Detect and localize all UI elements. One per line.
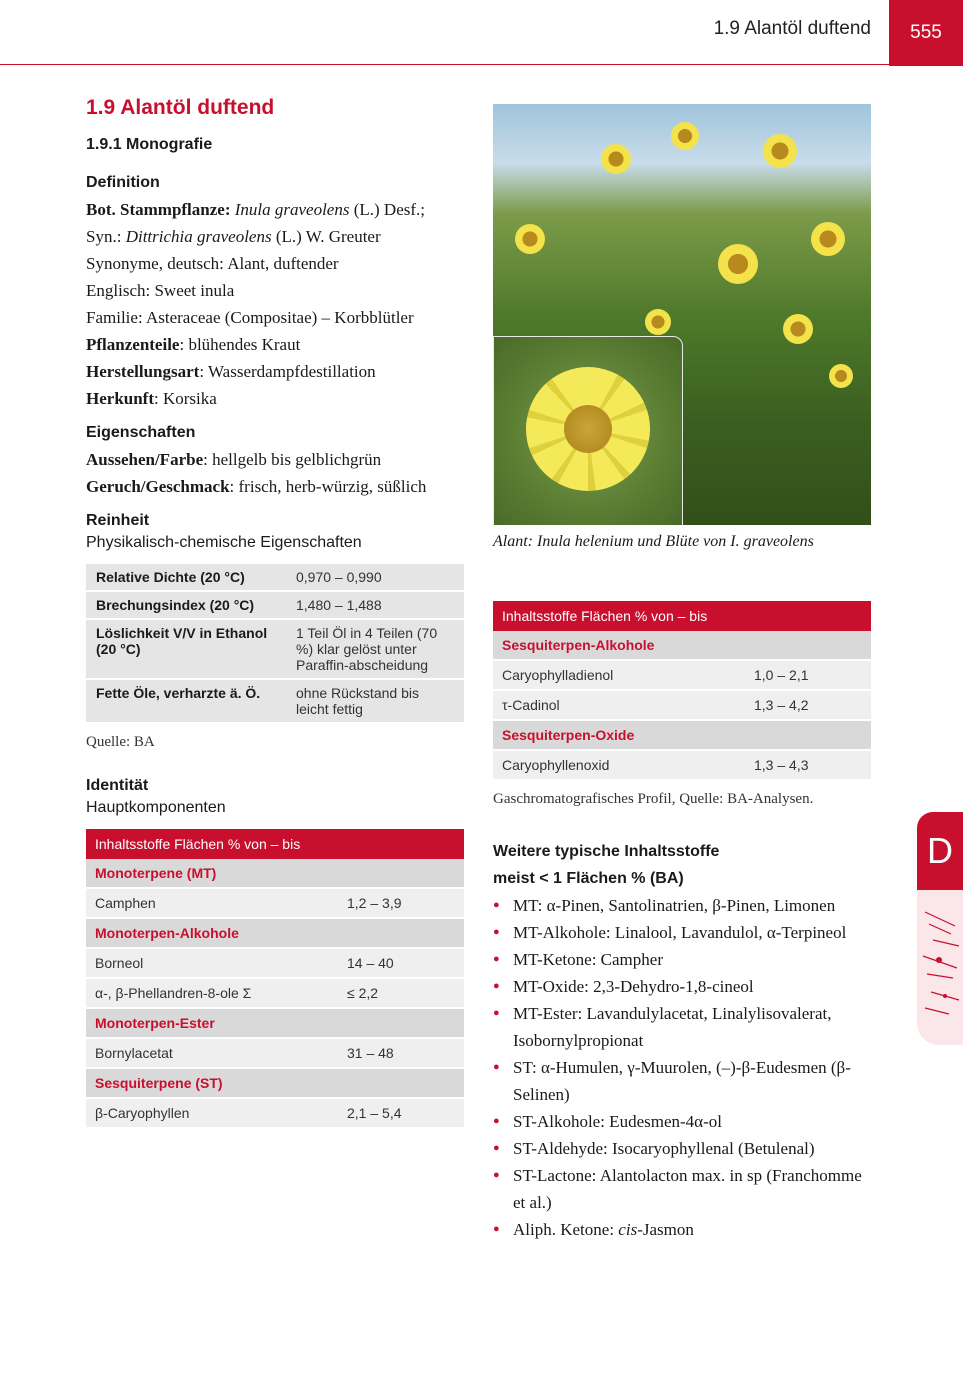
syn-author: (L.) W. Greuter (271, 227, 381, 246)
chapter-letter: D (927, 830, 953, 871)
list-item: ● ST-Aldehyde: Isocaryophyllenal (Betulenal) (493, 1135, 871, 1162)
compound-name: Caryophylladienol (493, 660, 745, 690)
compound-value: 1,3 – 4,2 (745, 690, 871, 720)
decoration-stroke (933, 940, 959, 946)
table-row (86, 564, 464, 591)
table-row (493, 690, 871, 720)
aussehen-line (86, 446, 466, 473)
herkunft-line (86, 385, 466, 412)
list-item-suffix: -Jasmon (637, 1220, 694, 1239)
group-row (86, 859, 464, 888)
compound-value: ≤ 2,2 (338, 978, 464, 1008)
compound-name: Bornylacetat (86, 1038, 338, 1068)
compound-name: β-Caryophyllen (86, 1098, 338, 1128)
compound-value: 14 – 40 (338, 948, 464, 978)
list-item-italic: cis (618, 1220, 638, 1239)
syn-species: Dittrichia graveolens (125, 227, 272, 246)
group-name: Monoterpene (MT) (86, 859, 464, 888)
decoration-dot (936, 957, 942, 963)
syn-line (86, 223, 466, 250)
compound-name: Camphen (86, 888, 338, 918)
table-row (86, 1038, 464, 1068)
group-name: Sesquiterpen-Alkohole (493, 631, 871, 660)
table-row (86, 948, 464, 978)
identitaet-subheading: Hauptkomponenten (86, 799, 226, 816)
subsection-title: 1.9.1 Monografie (86, 136, 213, 153)
stammpflanze-species: Inula graveolens (234, 200, 350, 219)
running-title: 1.9 Alantöl duftend (713, 18, 871, 39)
property-value: ohne Rückstand bis leicht fettig (286, 679, 464, 723)
compound-name: α-, β-Phellandren-8-ole Σ (86, 978, 338, 1008)
table-row (493, 750, 871, 780)
compound-name: Borneol (86, 948, 338, 978)
flower-head (645, 309, 671, 335)
pflanzenteile-line (86, 331, 466, 358)
right-column (493, 104, 871, 1243)
property-value: 0,970 – 0,990 (286, 564, 464, 591)
chapter-side-tab (917, 812, 963, 1045)
section-title: 1.9 Alantöl duftend (86, 96, 275, 119)
property-value: 1 Teil Öl in 4 Teilen (70 %) klar gelöst unter Paraffin-abscheidung (286, 619, 464, 679)
geruch-label: Geruch/Geschmack (86, 477, 230, 496)
figure-caption: Alant: Inula helenium und Blüte von I. graveolens (493, 533, 814, 550)
group-name: Sesquiterpen-Oxide (493, 720, 871, 750)
decoration-stroke (927, 974, 953, 978)
compound-name: τ-Cadinol (493, 690, 745, 720)
reinheit-subheading: Physikalisch-chemische Eigenschaften (86, 534, 362, 551)
group-name: Monoterpen-Alkohole (86, 918, 464, 948)
table2-source: Gaschromatografisches Profil, Quelle: BA-Analysen. (493, 791, 814, 807)
list-item: ● MT: α-Pinen, Santolinatrien, β-Pinen, Limonen (493, 892, 871, 919)
stammpflanze-label: Bot. Stammpflanze: (86, 200, 231, 219)
table-row (86, 679, 464, 723)
inset-flower-photo (493, 336, 683, 525)
additional-heading-line1: Weitere typische Inhaltsstoffe (493, 843, 720, 860)
stammpflanze-author: (L.) Desf.; (349, 200, 425, 219)
aussehen-label: Aussehen/Farbe (86, 450, 204, 469)
additional-heading-line2: meist < 1 Flächen % (BA) (493, 870, 684, 887)
herkunft-label: Herkunft (86, 389, 154, 408)
familie-line: Familie: Asteraceae (Compositae) – Korbblütler (86, 308, 414, 327)
property-value: 1,480 – 1,488 (286, 591, 464, 619)
flower-center (564, 405, 612, 453)
group-row (86, 1068, 464, 1098)
group-name: Sesquiterpene (ST) (86, 1068, 464, 1098)
list-item: ● ST-Alkohole: Eudesmen-4α-ol (493, 1108, 871, 1135)
decoration-stroke (929, 924, 951, 934)
identitaet-heading: Identität (86, 777, 149, 794)
table-row (86, 591, 464, 619)
compound-name: Caryophyllenoxid (493, 750, 745, 780)
group-name: Monoterpen-Ester (86, 1008, 464, 1038)
compound-value: 31 – 48 (338, 1038, 464, 1068)
property-key: Fette Öle, verharzte ä. Ö. (86, 679, 286, 723)
flower-head (811, 222, 845, 256)
group-row (86, 1008, 464, 1038)
flower-head (601, 144, 631, 174)
table-header: Inhaltsstoffe Flächen % von – bis (493, 601, 871, 631)
additional-list (493, 892, 871, 1243)
page-number-box (889, 0, 963, 66)
page-number: 555 (910, 22, 942, 43)
compound-value: 1,2 – 3,9 (338, 888, 464, 918)
table-row (86, 888, 464, 918)
table-row (86, 1098, 464, 1128)
left-column (86, 96, 466, 1129)
table2-wrap (493, 601, 871, 808)
property-key: Löslichkeit V/V in Ethanol (20 °C) (86, 619, 286, 679)
herkunft-value: : Korsika (154, 389, 217, 408)
group-row (493, 720, 871, 750)
list-item: ● MT-Oxide: 2,3-Dehydro-1,8-cineol (493, 973, 871, 1000)
flower-head (515, 224, 545, 254)
decoration-dot (943, 994, 947, 998)
herstellung-line (86, 358, 466, 385)
properties-table (86, 564, 464, 724)
list-item: ● MT-Ester: Lavandulylacetat, Linalylisovalerat, Isobornylpropionat (493, 1000, 871, 1054)
group-row (86, 918, 464, 948)
property-key: Brechungsindex (20 °C) (86, 591, 286, 619)
geruch-value: : frisch, herb-würzig, süßlich (229, 477, 427, 496)
herstellung-value: : Wasserdampfdestillation (199, 362, 376, 381)
geruch-line (86, 473, 466, 500)
compound-value: 1,3 – 4,3 (745, 750, 871, 780)
chapter-letter-box (917, 812, 963, 890)
list-item-prefix: Aliph. Ketone: (513, 1220, 619, 1239)
table-row (86, 619, 464, 679)
list-item: ● ST: α-Humulen, γ-Muurolen, (–)-β-Eudesmen (β-Selinen) (493, 1054, 871, 1108)
compound-value: 2,1 – 5,4 (338, 1098, 464, 1128)
side-tab-decoration (921, 904, 961, 1032)
plant-photo (493, 104, 871, 525)
components-table-2 (493, 601, 871, 781)
definition-heading: Definition (86, 174, 160, 191)
stammpflanze-line (86, 196, 466, 223)
table-row (493, 660, 871, 690)
list-item: ● ST-Lactone: Alantolacton max. in sp (Franchomme et al.) (493, 1162, 871, 1216)
syn-label: Syn.: (86, 227, 122, 246)
reinheit-source: Quelle: BA (86, 734, 155, 750)
list-item: ● MT-Ketone: Campher (493, 946, 871, 973)
additional-components (493, 838, 871, 1243)
components-table (86, 829, 464, 1129)
table-header: Inhaltsstoffe Flächen % von – bis (86, 829, 464, 859)
definition-block (86, 196, 466, 412)
reinheit-heading: Reinheit (86, 512, 150, 529)
compound-value: 1,0 – 2,1 (745, 660, 871, 690)
aussehen-value: : hellgelb bis gelblichgrün (203, 450, 382, 469)
flower-head (718, 244, 758, 284)
flower-head (829, 364, 853, 388)
list-item (493, 1216, 871, 1243)
pflanzenteile-value: : blühendes Kraut (179, 335, 301, 354)
group-row (493, 631, 871, 660)
herstellung-label: Herstellungsart (86, 362, 200, 381)
table-row (86, 978, 464, 1008)
eigenschaften-heading: Eigenschaften (86, 424, 196, 441)
list-item: ● MT-Alkohole: Linalool, Lavandulol, α-Terpineol (493, 919, 871, 946)
synonyme-line: Synonyme, deutsch: Alant, duftender (86, 254, 339, 273)
pflanzenteile-label: Pflanzenteile (86, 335, 180, 354)
decoration-stroke (925, 1008, 949, 1014)
flower-head (783, 314, 813, 344)
property-key: Relative Dichte (20 °C) (86, 564, 286, 591)
header-rule (0, 64, 889, 65)
flower-head (671, 122, 699, 150)
englisch-line: Englisch: Sweet inula (86, 281, 235, 300)
flower-head (763, 134, 797, 168)
